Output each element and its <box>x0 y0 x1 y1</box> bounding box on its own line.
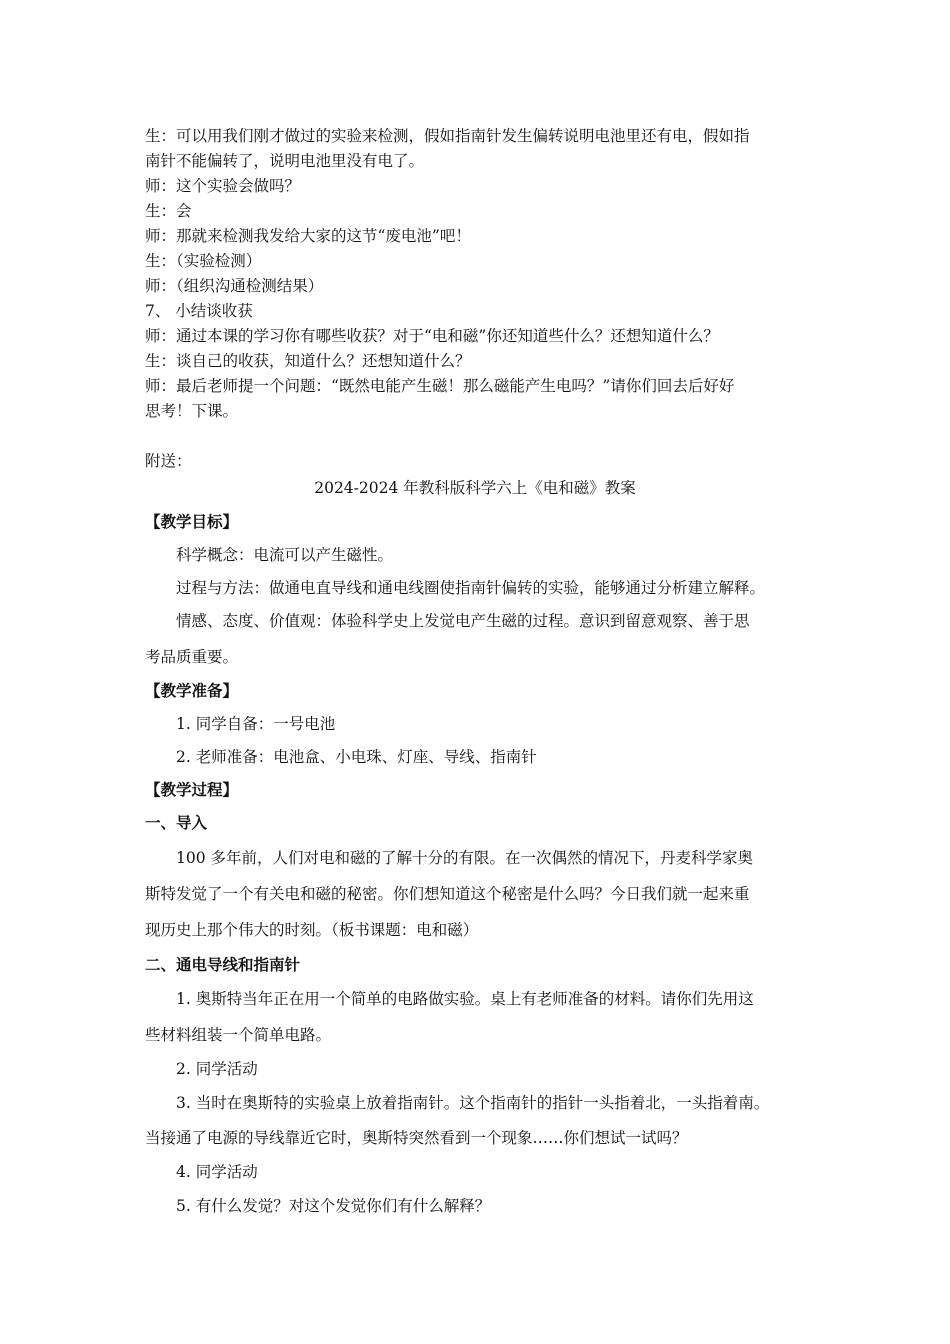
appendix-label: 附送： <box>145 452 192 470</box>
dialogue-line: 生：可以用我们刚才做过的实验来检测，假如指南针发生偏转说明电池里还有电，假如指 <box>145 127 750 145</box>
dialogue-line: 生：会 <box>145 202 192 220</box>
step-item-continued: 当接通了电源的导线靠近它时，奥斯特突然看到一个现象……你们想试一试吗？ <box>145 1129 688 1147</box>
goal-item-continued: 考品质重要。 <box>145 648 239 666</box>
dialogue-line: 生：谈自己的收获，知道什么？还想知道什么？ <box>145 352 471 370</box>
prep-heading: 【教学准备】 <box>145 682 239 700</box>
dialogue-line: 南针不能偏转了，说明电池里没有电了。 <box>145 152 425 170</box>
section-heading-intro: 一、导入 <box>145 814 208 832</box>
step-item: 1. 奥斯特当年正在用一个简单的电路做实验。桌上有老师准备的材料。请你们先用这 <box>176 990 754 1008</box>
step-item: 3. 当时在奥斯特的实验桌上放着指南针。这个指南针的指针一头指着北，一头指着南。 <box>176 1094 770 1112</box>
dialogue-line: 生：（实验检测） <box>145 252 262 270</box>
goal-item: 过程与方法：做通电直导线和通电线圈使指南针偏转的实验，能够通过分析建立解释。 <box>176 579 766 597</box>
paragraph-line: 100 多年前，人们对电和磁的了解十分的有限。在一次偶然的情况下，丹麦科学家奥 <box>176 849 754 867</box>
goal-item: 科学概念：电流可以产生磁性。 <box>176 546 394 564</box>
step-item: 4. 同学活动 <box>176 1163 258 1181</box>
dialogue-line: 师：这个实验会做吗？ <box>145 177 301 195</box>
dialogue-line: 思考！下课。 <box>145 402 239 420</box>
dialogue-line: 师：最后老师提一个问题：“既然电能产生磁！那么磁能产生电吗？”请你们回去后好好 <box>145 377 735 395</box>
process-heading: 【教学过程】 <box>145 781 239 799</box>
dialogue-line: 师：那就来检测我发给大家的这节“废电池”吧！ <box>145 227 471 245</box>
section-heading-wire-compass: 二、通电导线和指南针 <box>145 956 301 974</box>
dialogue-line: 师：通过本课的学习你有哪些收获？对于“电和磁”你还知道些什么？还想知道什么？ <box>145 327 719 345</box>
paragraph-line: 斯特发觉了一个有关电和磁的秘密。你们想知道这个秘密是什么吗？今日我们就一起来重 <box>145 885 750 903</box>
step-item-continued: 些材料组装一个简单电路。 <box>145 1026 332 1044</box>
dialogue-line: 师：（组织沟通检测结果） <box>145 277 324 295</box>
prep-item: 1. 同学自备：一号电池 <box>176 715 336 733</box>
prep-item: 2. 老师准备：电池盒、小电珠、灯座、导线、指南针 <box>176 748 537 766</box>
step-item: 2. 同学活动 <box>176 1060 258 1078</box>
goal-item: 情感、态度、价值观：体验科学史上发觉电产生磁的过程。意识到留意观察、善于思 <box>176 612 750 630</box>
paragraph-line: 现历史上那个伟大的时刻。（板书课题：电和磁） <box>145 921 479 939</box>
summary-heading: 7、 小结谈收获 <box>145 302 253 320</box>
appendix-title: 2024-2024 年教科版科学六上《电和磁》教案 <box>314 479 636 497</box>
goals-heading: 【教学目标】 <box>145 513 239 531</box>
step-item: 5. 有什么发觉？对这个发觉你们有什么解释？ <box>176 1197 491 1215</box>
